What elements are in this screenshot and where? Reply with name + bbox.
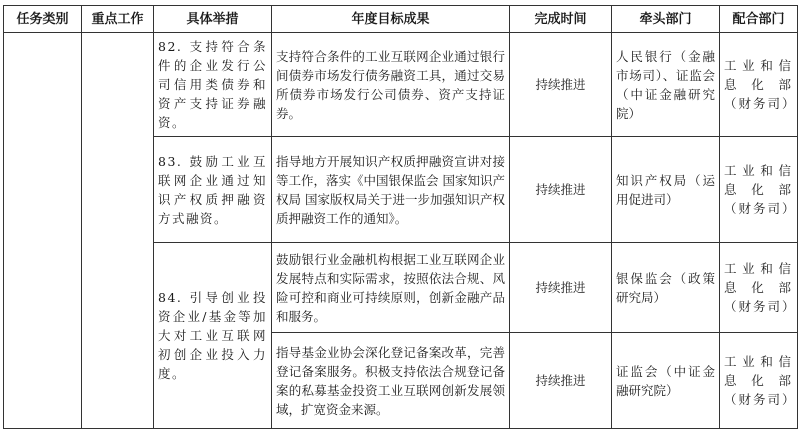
- completion-time-cell: 持续推进: [510, 243, 612, 333]
- task-category-cell: [4, 33, 82, 429]
- completion-time-cell: 持续推进: [510, 137, 612, 243]
- lead-department-cell: 人民银行（金融市场司）、证监会（中证金融研究院）: [612, 33, 720, 137]
- measure-cell: 83. 鼓励工业互联网企业通过知识产权质押融资方式融资。: [154, 137, 272, 243]
- goal-cell: 支持符合条件的工业互联网企业通过银行间债券市场发行债务融资工具，通过交易所债券市场发行公司债券、资产支持证券。: [272, 33, 510, 137]
- cooperating-department-cell: 工业和信息化部（财务司）: [720, 137, 798, 243]
- cooperating-department-cell: 工业和信息化部（财务司）: [720, 243, 798, 333]
- header-key-work: 重点工作: [82, 6, 154, 33]
- measure-cell: 82. 支持符合条件的企业发行公司信用类债券和资产支持证券融资。: [154, 33, 272, 137]
- lead-department-cell: 知识产权局（运用促进司）: [612, 137, 720, 243]
- cooperating-department-cell: 工业和信息化部（财务司）: [720, 333, 798, 429]
- header-task-category: 任务类别: [4, 6, 82, 33]
- lead-department-cell: 证监会（中证金融研究院）: [612, 333, 720, 429]
- header-annual-goals: 年度目标成果: [272, 6, 510, 33]
- cooperating-department-cell: 工业和信息化部（财务司）: [720, 33, 798, 137]
- completion-time-cell: 持续推进: [510, 33, 612, 137]
- goal-cell: 指导基金业协会深化登记备案改革，完善登记备案服务。积极支持依法合规登记备案的私募基金投资工业互联网创新发展领域，扩宽资金来源。: [272, 333, 510, 429]
- completion-time-cell: 持续推进: [510, 333, 612, 429]
- goal-cell: 鼓励银行业金融机构根据工业互联网企业发展特点和实际需求，按照依法合规、风险可控和商业可持续原则，创新金融产品和服务。: [272, 243, 510, 333]
- header-cooperating-department: 配合部门: [720, 6, 798, 33]
- header-lead-department: 牵头部门: [612, 6, 720, 33]
- table-row: [4, 33, 798, 137]
- table-header-row: [4, 6, 798, 33]
- lead-department-cell: 银保监会（政策研究局）: [612, 243, 720, 333]
- header-completion-time: 完成时间: [510, 6, 612, 33]
- measures-table: [3, 5, 798, 429]
- key-work-cell: [82, 33, 154, 429]
- header-specific-measures: 具体举措: [154, 6, 272, 33]
- goal-cell: 指导地方开展知识产权质押融资宣讲对接等工作，落实《中国银保监会 国家知识产权局 国家版权局关于进一步加强知识产权质押融资工作的通知》。: [272, 137, 510, 243]
- measure-cell: 84. 引导创业投资企业/基金等加大对工业互联网初创企业投入力度。: [154, 243, 272, 429]
